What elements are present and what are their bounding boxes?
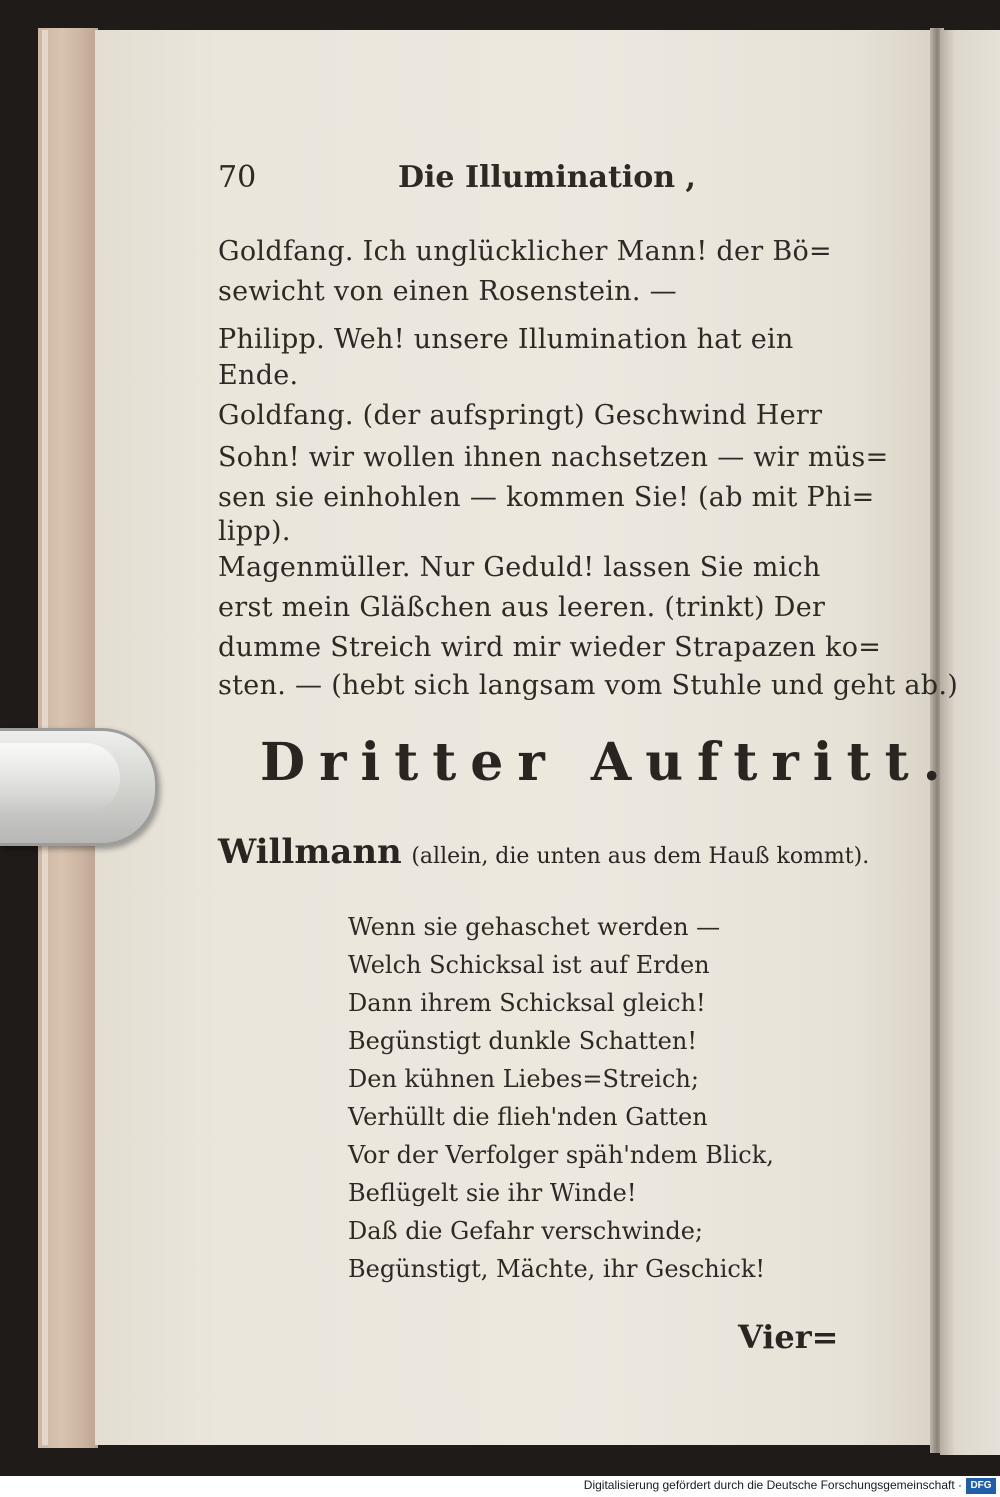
prose-line: lipp). [218, 516, 291, 547]
prose-line: Sohn! wir wollen ihnen nachsetzen — wir müs= [218, 442, 889, 473]
running-title: Die Illumination , [398, 160, 696, 195]
speaker-name: Willmann [218, 832, 402, 872]
funding-credit: Digitalisierung gefördert durch die Deutsche Forschungsgemeinschaft · [583, 1478, 962, 1492]
prose-line: erst mein Gläßchen aus leeren. (trinkt) Der [218, 592, 826, 623]
prose-line: Goldfang. (der aufspringt) Geschwind Herr [218, 400, 823, 431]
verse-line: Dann ihrem Schicksal gleich! [348, 989, 706, 1017]
verse-line: Vor der Verfolger späh'ndem Blick, [348, 1141, 774, 1169]
prose-line: sewicht von einen Rosenstein. — [218, 276, 677, 307]
verse-line: Begünstigt dunkle Schatten! [348, 1027, 697, 1055]
verse-line: Wenn sie gehaschet werden — [348, 913, 721, 941]
clip-highlight [0, 743, 120, 813]
stage-direction: (allein, die unten aus dem Hauß kommt). [411, 844, 870, 869]
verse-line: Begünstigt, Mächte, ihr Geschick! [348, 1255, 766, 1283]
prose-line: sten. — (hebt sich langsam vom Stuhle und geht ab.) [218, 670, 959, 701]
page-clip-bookmark [0, 728, 158, 846]
footer-bar [0, 1476, 1000, 1497]
verse-line: Welch Schicksal ist auf Erden [348, 951, 710, 979]
prose-line: Philipp. Weh! unsere Illumination hat ein [218, 324, 794, 355]
scene-heading: Dritter Auftritt. [260, 732, 955, 793]
verse-line: Beflügelt sie ihr Winde! [348, 1179, 637, 1207]
prose-line: Goldfang. Ich unglücklicher Mann! der Bö= [218, 236, 832, 267]
catchword: Vier= [738, 1318, 839, 1356]
prose-line: Ende. [218, 360, 299, 391]
prose-line: dumme Streich wird mir wieder Strapazen ko= [218, 632, 882, 663]
verse-line: Daß die Gefahr verschwinde; [348, 1217, 703, 1245]
verse-line: Den kühnen Liebes=Streich; [348, 1065, 699, 1093]
dfg-logo-icon: DFG [966, 1478, 996, 1494]
page-number: 70 [218, 160, 257, 195]
page-header [218, 160, 858, 200]
verse-line: Verhüllt die flieh'nden Gatten [348, 1103, 708, 1131]
prose-line: sen sie einhohlen — kommen Sie! (ab mit Phi= [218, 482, 875, 513]
speaker-line [218, 832, 869, 872]
prose-line: Magenmüller. Nur Geduld! lassen Sie mich [218, 552, 821, 583]
